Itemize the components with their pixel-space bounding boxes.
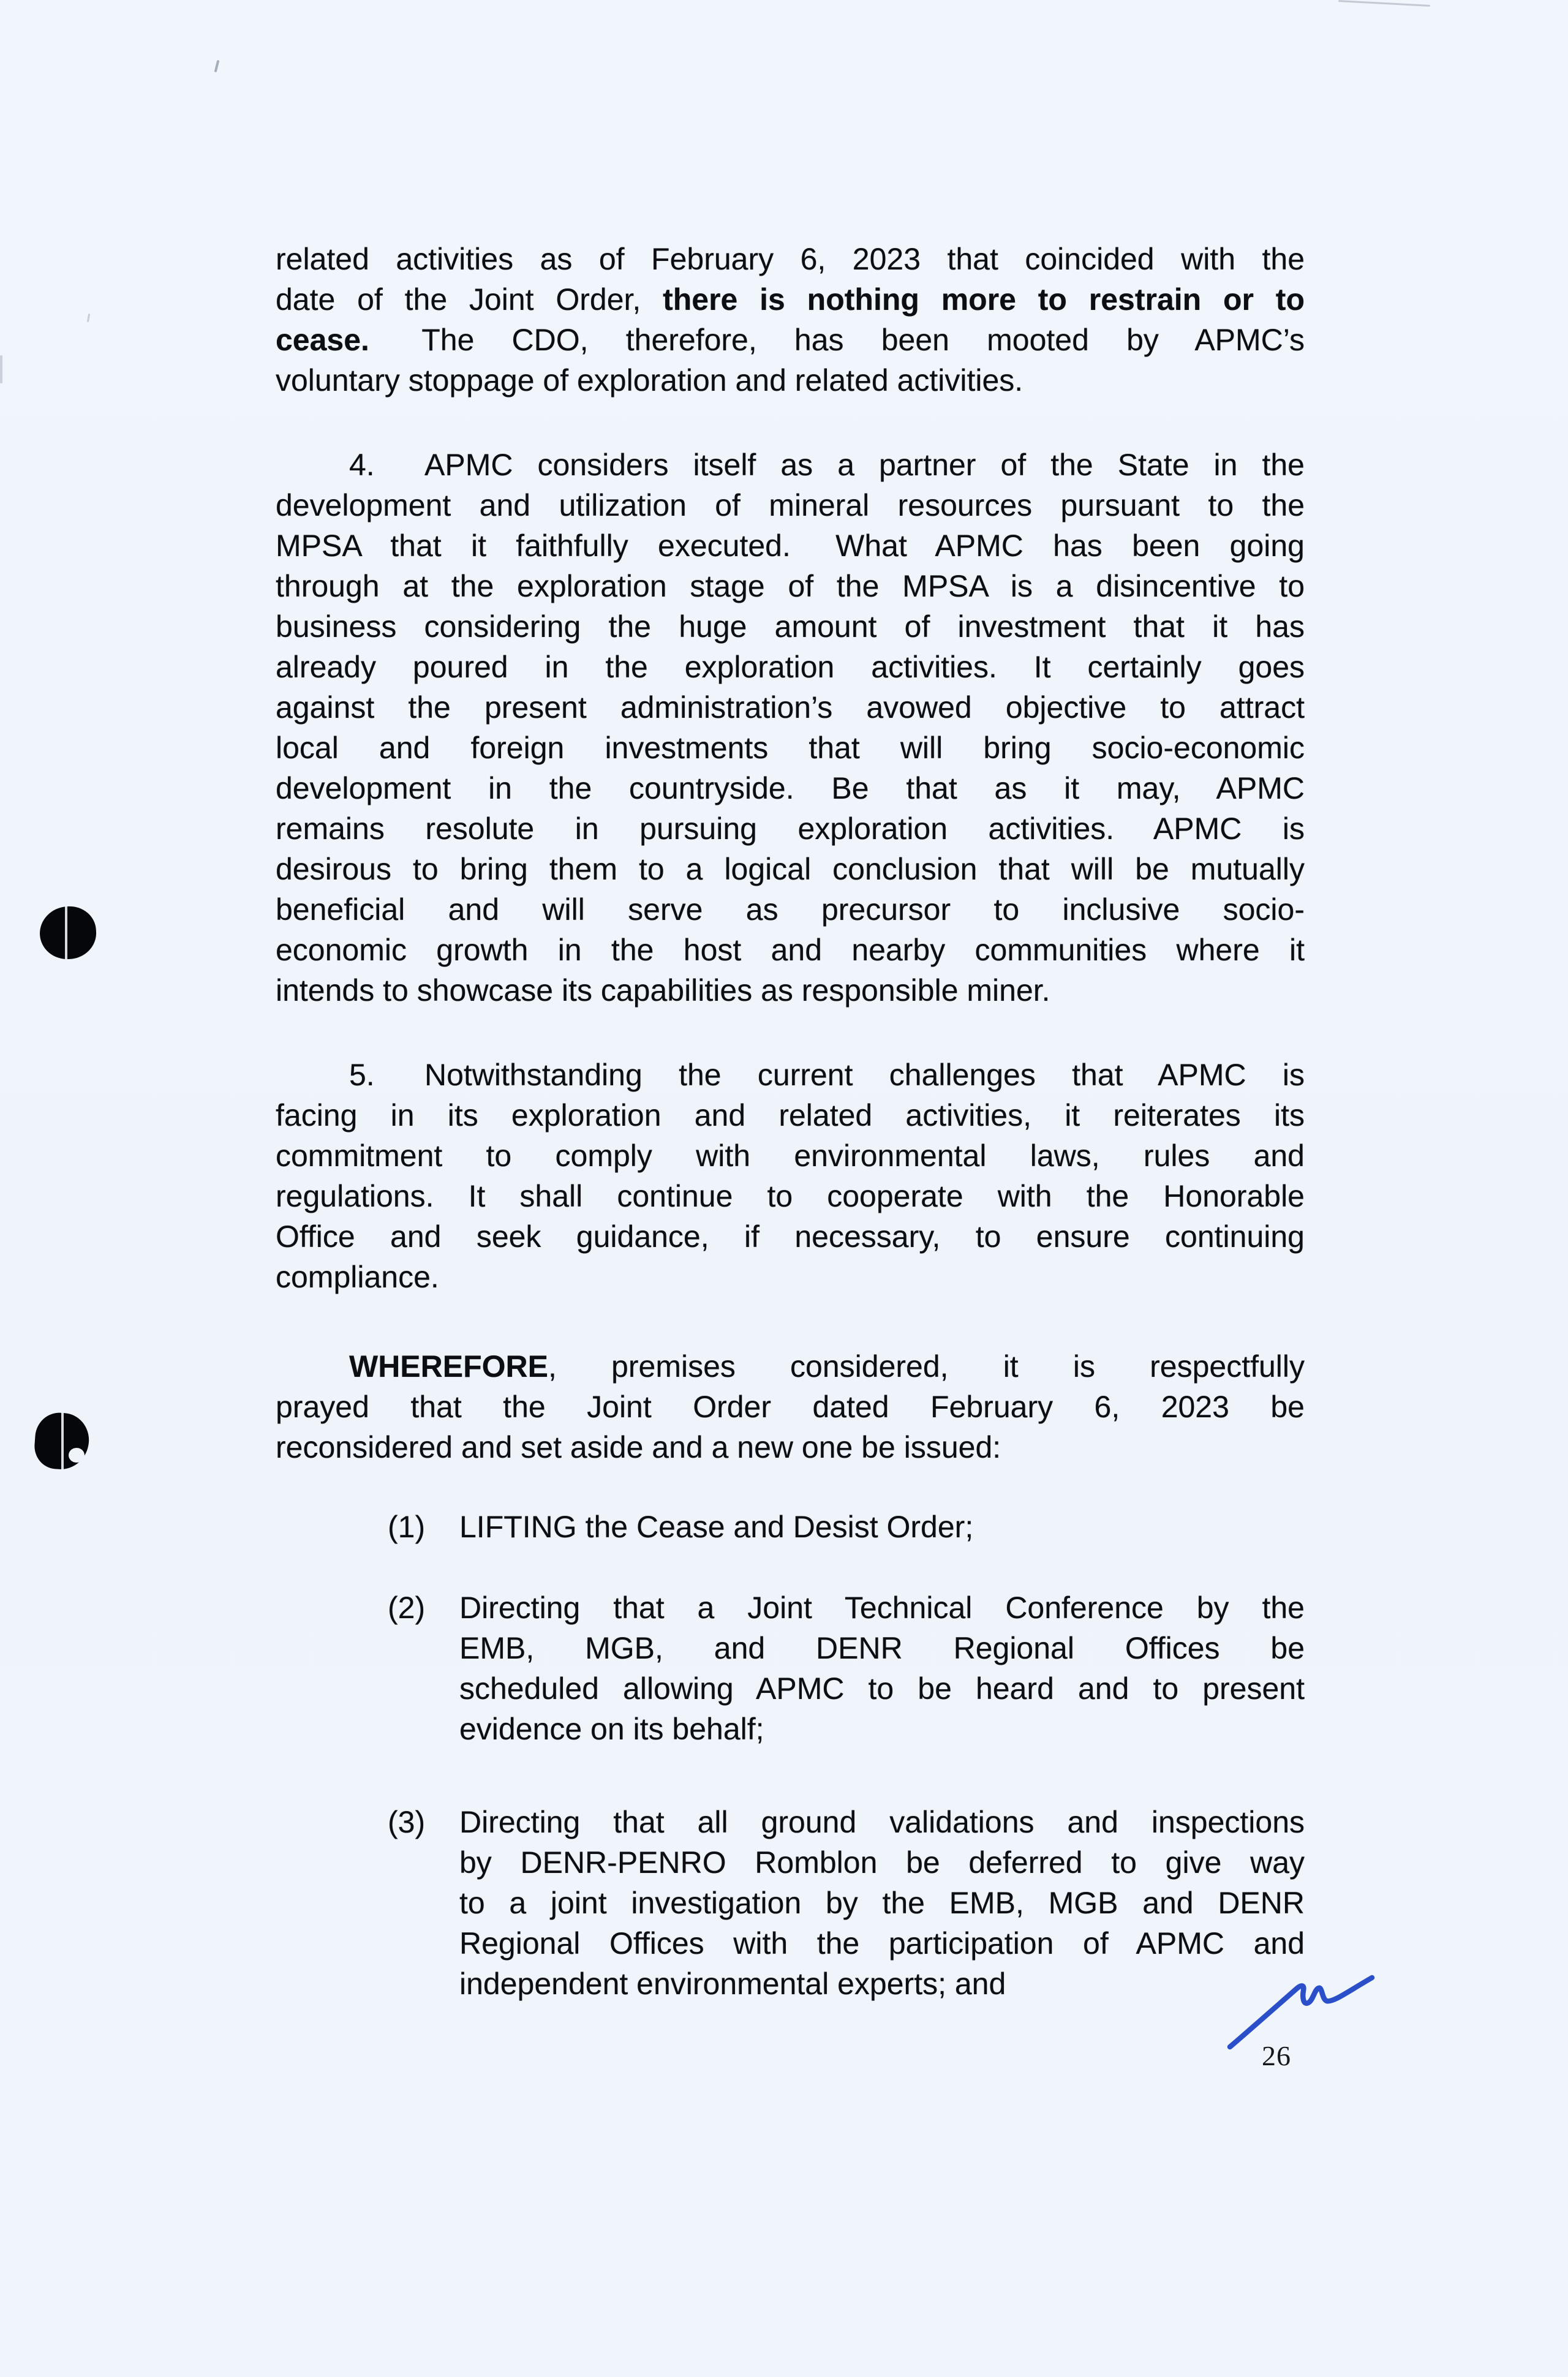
scan-artifact	[69, 1448, 85, 1463]
scan-artifact	[87, 314, 90, 322]
paragraph	[276, 1055, 1305, 1297]
text-line: development and utilization of mineral resources pursuant to the	[276, 488, 1305, 522]
signature-stroke	[1230, 1978, 1372, 2047]
text-line: remains resolute in pursuing exploration activities. APMC is	[276, 812, 1305, 846]
list-item	[276, 1588, 1305, 1749]
text-line: intends to showcase its capabilities as responsible miner.	[276, 973, 1050, 1008]
document-text	[276, 239, 1305, 2004]
text-line: Directing that all ground validations and inspections	[459, 1805, 1305, 1839]
text-line: MPSA that it faithfully executed. What APMC has been going	[276, 529, 1305, 563]
text-line: facing in its exploration and related activities, it reiterates its	[276, 1098, 1305, 1132]
text-line: Regional Offices with the participation of APMC and	[459, 1926, 1305, 1961]
text-line: LIFTING the Cease and Desist Order;	[459, 1510, 974, 1544]
text-line: EMB, MGB, and DENR Regional Offices be	[459, 1631, 1305, 1665]
list-item-marker: (2)	[388, 1591, 426, 1625]
text-line: 5. Notwithstanding the current challenges that APMC is	[276, 1055, 1305, 1095]
paragraph	[276, 1346, 1305, 1467]
punch-hole-mark-upper	[39, 905, 97, 961]
list-item-marker: (1)	[388, 1510, 426, 1544]
paragraph-number: 5.	[349, 1058, 375, 1092]
text-line: desirous to bring them to a logical conclusion that will be mutually	[276, 852, 1305, 886]
text-line: regulations. It shall continue to cooperate with the Honorable	[276, 1179, 1305, 1213]
text-line: WHEREFORE, premises considered, it is respectfully	[349, 1349, 1305, 1384]
scan-artifact	[65, 903, 67, 963]
text-line: development in the countryside. Be that as it may, APMC	[276, 771, 1305, 805]
text-line: scheduled allowing APMC to be heard and to present	[459, 1671, 1305, 1706]
text-line: by DENR-PENRO Romblon be deferred to give way	[459, 1845, 1305, 1880]
list-item	[276, 1507, 1305, 1547]
text-line: Directing that a Joint Technical Conference by the	[459, 1591, 1305, 1625]
text-line: voluntary stoppage of exploration and related activities.	[276, 363, 1023, 397]
scan-artifact	[1338, 0, 1430, 7]
text-line: date of the Joint Order, there is nothing more to restrain or to	[276, 282, 1305, 317]
signature-mark	[1225, 1971, 1375, 2051]
scan-artifact	[214, 60, 220, 72]
text-line: independent environmental experts; and	[459, 1967, 1006, 2001]
text-line: against the present administration’s avowed objective to attract	[276, 690, 1305, 725]
text-line: beneficial and will serve as precursor to inclusive socio-	[276, 892, 1305, 927]
scan-artifact	[61, 1409, 64, 1473]
text-line: commitment to comply with environmental laws, rules and	[276, 1139, 1305, 1173]
text-line: already poured in the exploration activities. It certainly goes	[276, 650, 1305, 684]
text-line: to a joint investigation by the EMB, MGB and DENR	[459, 1886, 1305, 1920]
paragraph-number: 4.	[349, 448, 375, 482]
text-line: Office and seek guidance, if necessary, to ensure continuing	[276, 1219, 1305, 1254]
paragraph	[276, 445, 1305, 1011]
text-line: evidence on its behalf;	[459, 1712, 764, 1746]
text-line: prayed that the Joint Order dated February 6, 2023 be	[276, 1390, 1305, 1424]
text-line: local and foreign investments that will bring socio-economic	[276, 731, 1305, 765]
text-line: compliance.	[276, 1260, 439, 1294]
text-line: related activities as of February 6, 2023 that coincided with the	[276, 242, 1305, 276]
text-line: reconsidered and set aside and a new one be issued:	[276, 1430, 1001, 1464]
list-item	[276, 1802, 1305, 2004]
text-line: cease. The CDO, therefore, has been mooted by APMC’s	[276, 323, 1305, 357]
text-line: economic growth in the host and nearby communities where it	[276, 933, 1305, 967]
text-line: business considering the huge amount of investment that it has	[276, 609, 1305, 644]
text-line: 4. APMC considers itself as a partner of the State in the	[276, 445, 1305, 485]
page-number: 26	[1262, 2040, 1291, 2071]
text-line: through at the exploration stage of the MPSA is a disincentive to	[276, 569, 1305, 603]
paragraph	[276, 239, 1305, 401]
list-item-marker: (3)	[388, 1805, 426, 1839]
scan-artifact	[0, 355, 2, 383]
